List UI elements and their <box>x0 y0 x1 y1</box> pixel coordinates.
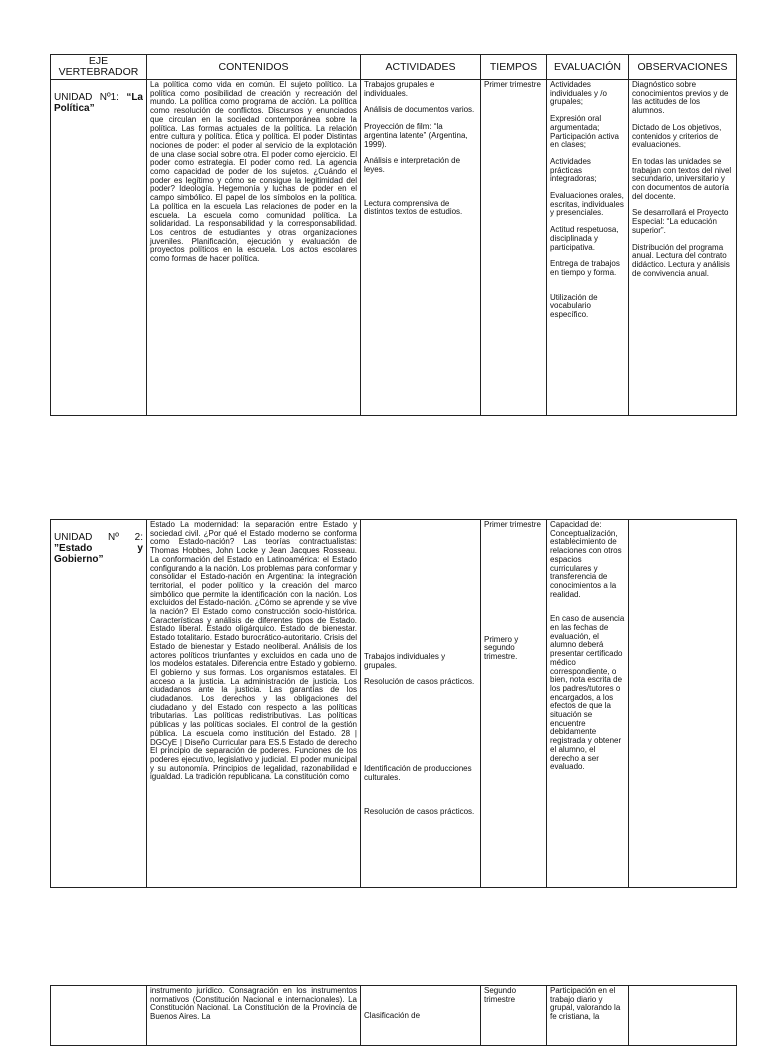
unit1-observations <box>629 80 737 416</box>
activity-item: Análisis e interpretación de leyes. <box>364 156 461 174</box>
unit1-axis <box>51 80 147 416</box>
activity-item: Proyección de film: “la argentina latente” (Argentina, 1999). <box>364 122 468 149</box>
unit1-label: UNIDAD Nº1: <box>54 92 119 103</box>
header-contenidos: CONTENIDOS <box>147 55 361 80</box>
header-observaciones: OBSERVACIONES <box>629 55 737 80</box>
unit1-time: Primer trimestre <box>481 80 547 416</box>
observation-item: Se desarrollará el Proyecto Especial: “La educación superior”. <box>632 208 729 235</box>
unit1-table <box>50 54 737 416</box>
observation-item: En todas las unidades se trabajan con textos del nivel secundario, universitario y con documentos de autoría del docente. <box>632 156 732 201</box>
unit3-contents: instrumento jurídico. Consagración en los instrumentos normativos (Constitución Nacional e internacionales). La Constitución Nacional. La Constitución de la Provincia de Buenos Aires. La <box>147 986 361 1046</box>
observation-item: Diagnóstico sobre conocimientos previos y de las actitudes de los alumnos. <box>632 80 729 116</box>
header-eje: EJE VERTEBRADOR <box>51 55 147 80</box>
unit1-evaluation <box>547 80 629 416</box>
observation-item: Dictado de Los objetivos, contenidos y criterios de evaluaciones. <box>632 122 722 150</box>
unit1-title: “La Política” <box>54 92 143 114</box>
activity-item: Resolución de casos prácticos. <box>364 806 475 816</box>
unit3-observations <box>629 986 737 1046</box>
time-item: Primero y segundo trimestre. <box>484 634 519 662</box>
observation-item: Distribución del programa anual. Lectura del contrato didáctico. Lectura y análisis de convivencia anual. <box>632 242 730 278</box>
unit3-table <box>50 985 737 1046</box>
activity-item: Clasificación de <box>364 1011 421 1020</box>
unit1-contents: La política como vida en común. El sujeto político. La política como posibilidad de creación y recreación del mundo. La política como programa de acción. La política como resolución de conflictos. Discursos y enunciados que circulan en la sociedad contemporánea sobre la política. Las formas actuales de la política. La relación entre cultura y política. Ética y política. El poder Distintas nociones de poder: el poder al servicio de la explotación de una clase social sobre otra. El poder como ejercicio. El poder como estrategia. El poder como red. La agencia como capacidad de poder de los sujetos. ¿Cuándo el poder es legítimo y cómo se consigue la legitimidad del poder? Ideología. Hegemonía y luchas de poder en el campo simbólico. El papel de los símbolos en la política. La política en la escuela Las relaciones de poder en la escuela. La escuela como comunidad política. La solidaridad. La responsabilidad y la corresponsabilidad. Los centros de estudiantes y otras organizaciones juveniles. Planificación, ejecución y evaluación de proyectos políticos en la escuela. Los actos escolares como formas de hacer política. <box>147 80 361 416</box>
unit1-activities <box>361 80 481 416</box>
activity-item: Trabajos individuales y grupales. <box>364 652 446 670</box>
evaluation-item: Expresión oral argumentada; Participación activa en clases; <box>550 114 619 150</box>
header-tiempos: TIEMPOS <box>481 55 547 80</box>
evaluation-item: Entrega de trabajos en tiempo y forma. <box>550 259 620 277</box>
activity-item: Identificación de producciones culturales. <box>364 764 472 782</box>
unit2-activities <box>361 520 481 888</box>
unit2-observations <box>629 520 737 888</box>
evaluation-item: Actividades prácticas integradoras; <box>550 156 597 184</box>
unit2-evaluation <box>547 520 629 888</box>
activity-item: Lectura comprensiva de distintos textos de estudios. <box>364 198 463 217</box>
unit2-label: UNIDAD Nº 2: <box>54 532 143 543</box>
activity-item: Resolución de casos prácticos. <box>364 677 475 687</box>
unit3-evaluation: Participación en el trabajo diario y grupal, valorando la fe cristiana, la <box>547 986 629 1046</box>
unit3-activities <box>361 986 481 1046</box>
unit2-table <box>50 519 737 888</box>
evaluation-item: Actividades individuales y /o grupales; <box>550 80 607 107</box>
header-actividades: ACTIVIDADES <box>361 55 481 80</box>
activity-item: Trabajos grupales e individuales. <box>364 80 435 98</box>
evaluation-item: Evaluaciones orales, escritas, individuales y presenciales. <box>550 191 624 218</box>
unit2-time <box>481 520 547 888</box>
unit2-contents: Estado La modernidad: la separación entre Estado y sociedad civil. ¿Por qué el Estado moderno se conforma como Estado-nación? Las teorías contractualistas: Thomas Hobbes, John Locke y Jean Jacques Rosseau. La conformación del Estado en Latinoamérica: el Estado configurando a la nación. Los problemas para conformar y consolidar el Estado-nación en Argentina: la integración territorial, el poder político y la creación del marco simbólico que permite la identificación con la nación. Los excluidos del Estado-nación. ¿Cómo se aprende y se vive la nación? El Estado como construcción socio-histórica. Características y análisis de diferentes tipos de Estado. Estado liberal. Estado oligárquico. Estado de bienestar. Estado totalitario. Estado burocrático-autoritario. Crisis del Estado de bienestar y Estado neoliberal. Análisis de los actores políticos triunfantes y excluidos en cada uno de los modelos estatales. Diferencia entre Estado y gobierno. El gobierno y sus formas. Los organismos estatales. El acceso a la justicia. La administración de justicia. Los ciudadanos ante la justicia. Las garantías de los ciudadanos. Los derechos y las obligaciones del ciudadano y del Estado con respecto a las políticas tributarias. Las políticas redistributivas. Las políticas públicas y las políticas sociales. El control de la gestión pública. La escuela como institución del Estado. 28 | DGCyE | Diseño Curricular para ES.5 Estado de derecho El principio de separación de poderes. Funciones de los poderes ejecutivo, legislativo y judicial. El poder municipal y su autonomía. Principios de legalidad, razonabilidad e igualdad. La tradición republicana. La constitución como <box>147 520 361 888</box>
activity-item: Análisis de documentos varios. <box>364 105 475 115</box>
evaluation-item: Actitud respetuosa, disciplinada y participativa. <box>550 225 619 252</box>
evaluation-item: Utilización de vocabulario específico. <box>550 292 598 320</box>
unit3-time: Segundo trimestre <box>481 986 547 1046</box>
header-evaluacion: EVALUACIÓN <box>547 55 629 80</box>
evaluation-item: En caso de ausencia en las fechas de evaluación, el alumno deberá presentar certificado médico correspondiente, o bien, nota escrita de los padres/tutores o encargados, a los efectos de que la situación se encuentre debidamente registrada y obtener el alumno, el derecho a ser evaluado. <box>550 614 625 772</box>
unit2-axis <box>51 520 147 888</box>
unit3-axis <box>51 986 147 1046</box>
time-item: Primer trimestre <box>484 520 541 529</box>
unit2-title: ”Estado y Gobierno” <box>54 543 143 565</box>
evaluation-item: Capacidad de: Conceptualización, establecimiento de relaciones con otros espacios curriculares y transferencia de conocimientos a la realidad. <box>550 520 622 599</box>
